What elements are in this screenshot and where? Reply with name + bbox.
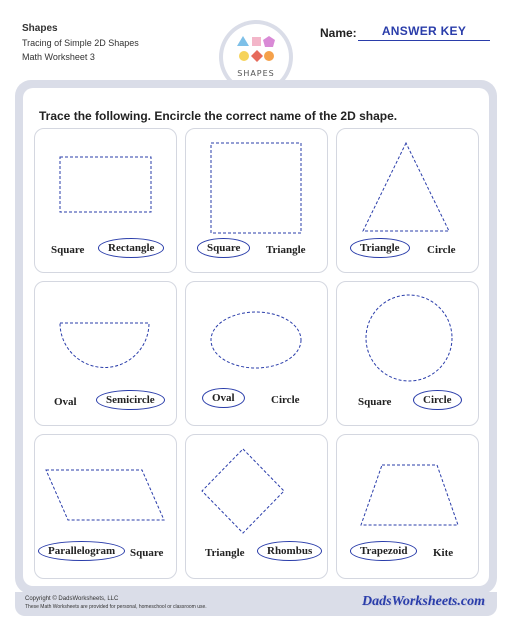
option-square[interactable]: Square	[51, 244, 85, 256]
option-square[interactable]: Square	[358, 396, 392, 408]
name-label: Name:	[320, 26, 357, 40]
option-circle[interactable]: Circle	[427, 244, 456, 256]
shape-card-triangle	[336, 128, 479, 273]
shape-card-trapezoid	[336, 434, 479, 579]
copyright-text: Copyright © DadsWorksheets, LLC	[25, 596, 119, 602]
trapezoid-shape[interactable]	[337, 435, 480, 580]
usage-note: These Math Worksheets are provided for personal, homeschool or classroom use.	[25, 604, 207, 610]
worksheet-body	[23, 88, 489, 586]
option-circle-circled[interactable]: Circle	[413, 390, 462, 410]
name-value: ANSWER KEY	[381, 24, 467, 38]
option-square[interactable]: Square	[130, 547, 164, 559]
footer	[15, 592, 497, 616]
option-circle[interactable]: Circle	[271, 394, 300, 406]
shape-card-semicircle	[34, 281, 177, 426]
worksheet-frame	[15, 80, 497, 594]
option-rectangle-circled[interactable]: Rectangle	[98, 238, 164, 258]
option-oval-circled[interactable]: Oval	[202, 388, 245, 408]
option-oval[interactable]: Oval	[54, 396, 77, 408]
name-underline	[358, 40, 490, 41]
option-trapezoid-circled[interactable]: Trapezoid	[350, 541, 417, 561]
shape-card-rectangle	[34, 128, 177, 273]
option-rhombus-circled[interactable]: Rhombus	[257, 541, 322, 561]
worksheet-subtitle: Tracing of Simple 2D Shapes	[22, 38, 139, 48]
shapes-icon	[237, 36, 277, 66]
option-parallelogram-circled[interactable]: Parallelogram	[38, 541, 125, 561]
option-triangle-circled[interactable]: Triangle	[350, 238, 410, 258]
shape-card-square	[185, 128, 328, 273]
shape-card-oval	[185, 281, 328, 426]
oval-shape[interactable]	[186, 282, 329, 427]
option-square-circled[interactable]: Square	[197, 238, 250, 258]
name-field	[320, 24, 490, 44]
shape-card-parallelogram	[34, 434, 177, 579]
instructions: Trace the following. Encircle the correct name of the 2D shape.	[39, 109, 398, 123]
option-kite[interactable]: Kite	[433, 547, 454, 559]
worksheet-header	[22, 20, 139, 64]
worksheet-title: Shapes	[22, 23, 58, 34]
option-semicircle-circled[interactable]: Semicircle	[96, 390, 165, 410]
badge-label: SHAPES	[237, 69, 275, 78]
worksheet-number: Math Worksheet 3	[22, 52, 95, 62]
shape-card-rhombus	[185, 434, 328, 579]
option-triangle[interactable]: Triangle	[205, 547, 245, 559]
dadsworksheets-logo[interactable]: DadsWorksheets.com	[361, 594, 485, 609]
shape-card-circle	[336, 281, 479, 426]
option-triangle[interactable]: Triangle	[266, 244, 306, 256]
